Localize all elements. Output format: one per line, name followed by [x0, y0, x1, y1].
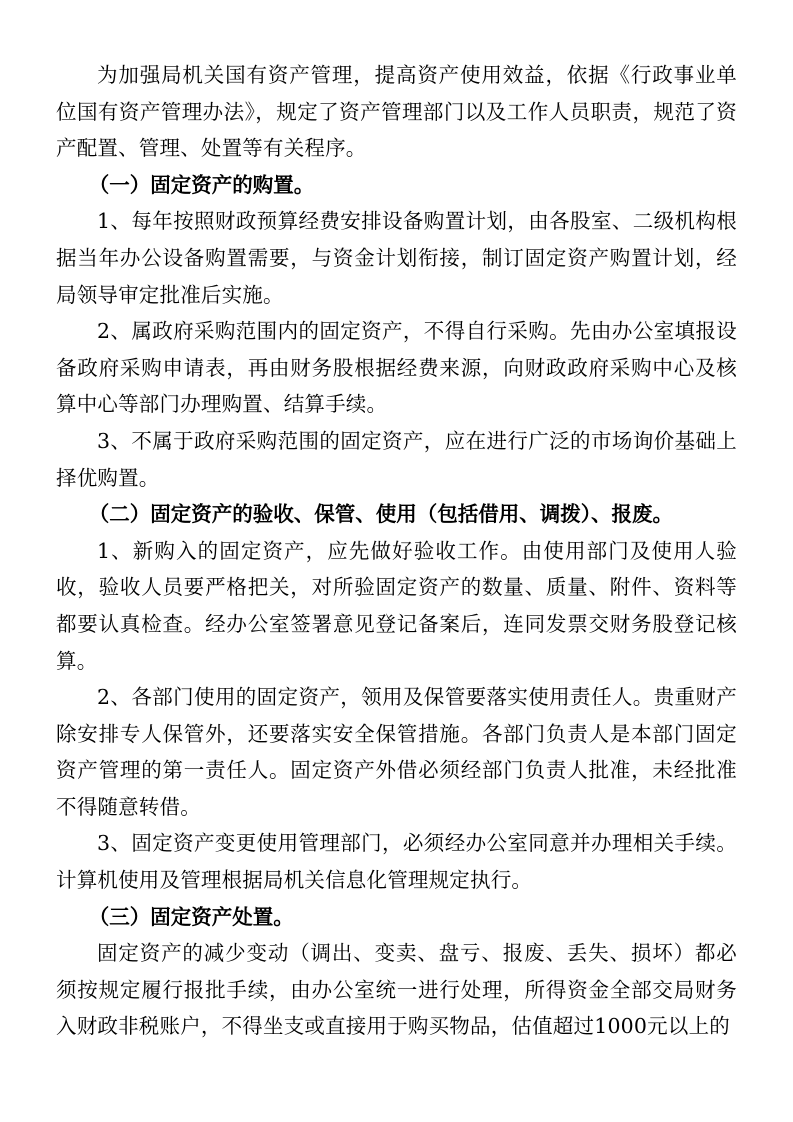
section-2-heading: （二）固定资产的验收、保管、使用（包括借用、调拨）、报废。 [88, 502, 674, 527]
section-3-item-1: 固定资产的减少变动（调出、变卖、盘亏、报废、丢失、损坏）都必须按规定履行报批手续，由办公室统一进行处理，所得资金全部交局财务入财政非税账户，不得坐支或直接用于购买物品，估值超过1000元以上的 [56, 941, 737, 1039]
section-1-item-1: 1、每年按照财政预算经费安排设备购置计划，由各股室、二级机构根据当年办公设备购置需要，与资金计划衔接，制订固定资产购置计划，经局领导审定批准后实施。 [56, 209, 737, 307]
section-3-heading: （三）固定资产处置。 [88, 904, 294, 929]
section-1-heading: （一）固定资产的购置。 [88, 172, 315, 197]
section-2-item-2: 2、各部门使用的固定资产，领用及保管要落实使用责任人。贵重财产除安排专人保管外，还要落实安全保管措施。各部门负责人是本部门固定资产管理的第一责任人。固定资产外借必须经部门负责人批准，未经批准不得随意转借。 [56, 685, 737, 819]
section-1-item-2: 2、属政府采购范围内的固定资产，不得自行采购。先由办公室填报设备政府采购申请表，再由财务股根据经费来源，向财政政府采购中心及核算中心等部门办理购置、结算手续。 [56, 319, 737, 417]
section-1-item-3: 3、不属于政府采购范围的固定资产，应在进行广泛的市场询价基础上择优购置。 [56, 428, 737, 490]
intro-paragraph: 为加强局机关国有资产管理，提高资产使用效益，依据《行政事业单位国有资产管理办法》，规定了资产管理部门以及工作人员职责，规范了资产配置、管理、处置等有关程序。 [56, 63, 737, 161]
section-2-item-3: 3、固定资产变更使用管理部门，必须经办公室同意并办理相关手续。计算机使用及管理根据局机关信息化管理规定执行。 [56, 831, 737, 893]
section-2-item-1: 1、新购入的固定资产，应先做好验收工作。由使用部门及使用人验收，验收人员要严格把关，对所验固定资产的数量、质量、附件、资料等都要认真检查。经办公室签署意见登记备案后，连同发票交财务股登记核算。 [56, 538, 737, 673]
document-page [56, 57, 737, 1045]
